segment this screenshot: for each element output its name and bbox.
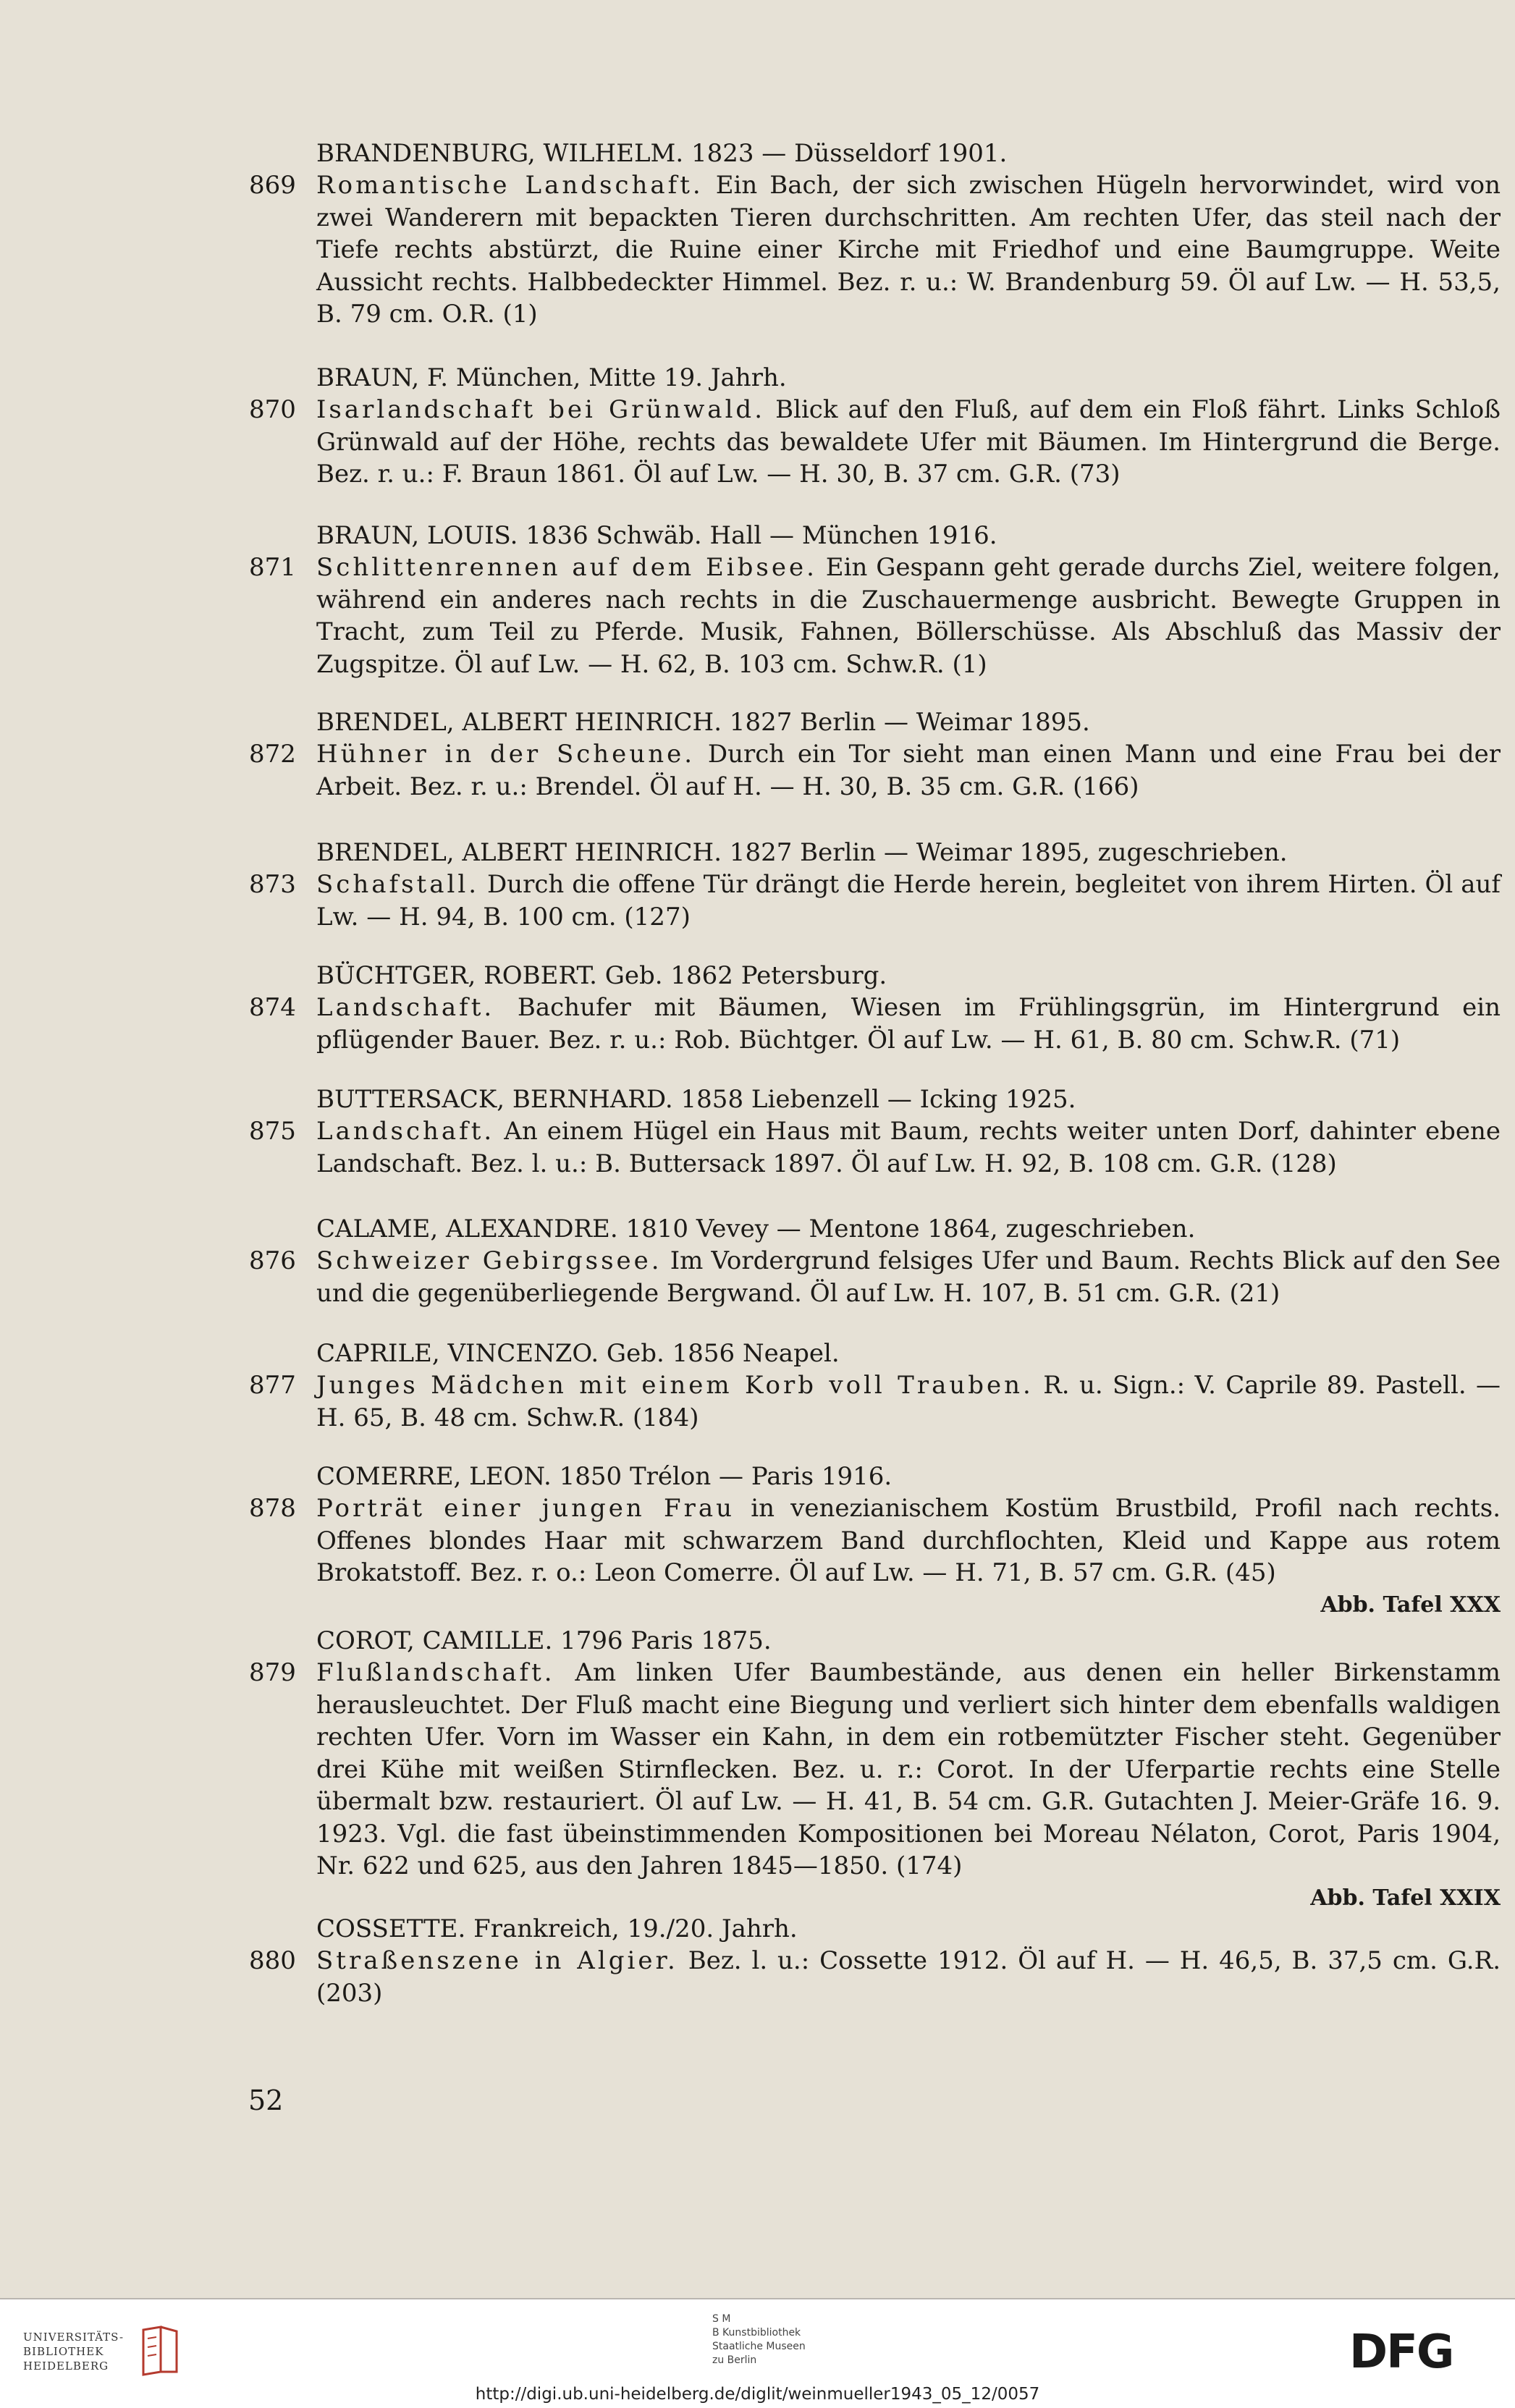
- entry-text: Ein Gespann geht gerade durchs Ziel, weitere folgen, während ein anderes nach rechts in die Zuschauermenge ausbricht. Bewegte Gruppen in Tracht, zum Teil zu Pferde. Musik, Fahnen, Böllerschüsse. Als Abschluß das Massiv der Zugspitze. Öl auf Lw. — H. 62, B. 103 cm. Schw.R. (1): [316, 553, 1501, 679]
- dfg-logo[interactable]: DFG: [1349, 2325, 1453, 2379]
- artist-heading: CALAME, ALEXANDRE. 1810 Vevey — Mentone 1864, zugeschrieben.: [316, 1214, 1196, 1243]
- entry-description: [316, 738, 1501, 803]
- stamp-line: Staatliche Museen: [712, 2341, 806, 2352]
- entry-text: Durch ein Tor sieht man einen Mann und eine Frau bei der Arbeit. Bez. r. u.: Brendel. Öl auf H. — H. 30, B. 35 cm. G.R. (166): [316, 740, 1501, 801]
- artwork-title: Straßenszene in Algier.: [316, 1946, 678, 1975]
- lot-number: 877: [249, 1371, 296, 1400]
- library-name-line: HEIDELBERG: [23, 2360, 109, 2373]
- stamp-line: zu Berlin: [712, 2354, 757, 2366]
- artwork-title: Junges Mädchen mit einem Korb voll Trauben.: [316, 1371, 1034, 1400]
- museum-stamp: [712, 2312, 872, 2367]
- artwork-title: Schweizer Gebirgssee.: [316, 1246, 662, 1275]
- entry-description: [316, 394, 1501, 491]
- plate-reference: Abb. Tafel XXX: [1320, 1592, 1501, 1618]
- lot-number: 869: [249, 171, 296, 200]
- artwork-title: Flußlandschaft.: [316, 1658, 555, 1687]
- source-url[interactable]: http://digi.ub.uni-heidelberg.de/diglit/weinmueller1943_05_12/0057: [475, 2385, 1040, 2404]
- heidelberg-library-logo[interactable]: [23, 2330, 132, 2373]
- lot-number: 870: [249, 395, 296, 424]
- artist-heading: BUTTERSACK, BERNHARD. 1858 Liebenzell — Icking 1925.: [316, 1085, 1076, 1114]
- entry-description: [316, 1369, 1501, 1434]
- artist-heading: BRANDENBURG, WILHELM. 1823 — Düsseldorf 1901.: [316, 139, 1008, 168]
- plate-reference: Abb. Tafel XXIX: [1310, 1885, 1501, 1911]
- page-number: 52: [248, 2084, 284, 2116]
- lot-number: 871: [249, 553, 296, 582]
- entry-text: R. u. Sign.: V. Caprile 89. Pastell. — H. 65, B. 48 cm. Schw.R. (184): [316, 1371, 1501, 1432]
- entry-description: [316, 1245, 1501, 1309]
- entry-description: [316, 169, 1501, 331]
- artwork-title: Schlittenrennen auf dem Eibsee.: [316, 553, 817, 582]
- artwork-title: Porträt einer jungen Frau: [316, 1494, 735, 1523]
- entry-description: [316, 992, 1501, 1056]
- artwork-title: Romantische Landschaft.: [316, 171, 704, 200]
- digitization-footer: [0, 2298, 1515, 2408]
- entry-text: Im Vordergrund felsiges Ufer und Baum. Rechts Blick auf den See und die gegenüberliegende Bergwand. Öl auf Lw. H. 107, B. 51 cm. G.R. (21): [316, 1246, 1501, 1308]
- lot-number: 872: [249, 740, 296, 769]
- lot-number: 873: [249, 870, 296, 899]
- artwork-title: Schafstall.: [316, 870, 480, 899]
- artwork-title: Hühner in der Scheune.: [316, 740, 696, 769]
- entry-description: [316, 1945, 1501, 2009]
- lot-number: 879: [249, 1658, 296, 1687]
- artwork-title: Landschaft.: [316, 1117, 495, 1146]
- entry-text: in venezianischem Kostüm Brustbild, Profil nach rechts. Offenes blondes Haar mit schwarzem Band durchflochten, Kleid und Kappe aus rotem Brokatstoff. Bez. r. o.: Leon Comerre. Öl auf Lw. — H. 71, B. 57 cm. G.R. (45): [316, 1494, 1501, 1587]
- library-emblem-icon: [139, 2324, 181, 2378]
- artist-heading: BRAUN, LOUIS. 1836 Schwäb. Hall — München 1916.: [316, 521, 997, 550]
- entry-text: Bez. l. u.: Cossette 1912. Öl auf H. — H. 46,5, B. 37,5 cm. G.R. (203): [316, 1946, 1501, 2008]
- entry-description: [316, 552, 1501, 680]
- library-name-line: BIBLIOTHEK: [23, 2345, 104, 2358]
- entry-text: Durch die offene Tür drängt die Herde herein, begleitet von ihrem Hirten. Öl auf Lw. — H. 94, B. 100 cm. (127): [316, 870, 1501, 931]
- entry-text: Blick auf den Fluß, auf dem ein Floß fährt. Links Schloß Grünwald auf der Höhe, rechts das bewaldete Ufer mit Bäumen. Im Hintergrund die Berge. Bez. r. u.: F. Braun 1861. Öl auf Lw. — H. 30, B. 37 cm. G.R. (73): [316, 395, 1501, 489]
- artist-heading: COSSETTE. Frankreich, 19./20. Jahrh.: [316, 1914, 798, 1943]
- artwork-title: Isarlandschaft bei Grünwald.: [316, 395, 766, 424]
- library-name-line: UNIVERSITÄTS-: [23, 2331, 125, 2344]
- lot-number: 880: [249, 1946, 296, 1975]
- artist-heading: BRENDEL, ALBERT HEINRICH. 1827 Berlin — Weimar 1895.: [316, 708, 1090, 737]
- artist-heading: CAPRILE, VINCENZO. Geb. 1856 Neapel.: [316, 1339, 840, 1368]
- lot-number: 876: [249, 1246, 296, 1275]
- entry-text: Am linken Ufer Baumbestände, aus denen ein heller Birkenstamm herausleuchtet. Der Fluß macht eine Biegung und verliert sich hinter dem ebenfalls waldigen rechten Ufer. Vorn im Wasser ein Kahn, in dem ein rotbemützter Fischer steht. Gegenüber drei Kühe mit weißen Stirnflecken. Bez. u. r.: Corot. In der Uferpartie rechts eine Stelle übermalt bzw. restauriert. Öl auf Lw. — H. 41, B. 54 cm. G.R. Gutachten J. Meier-Gräfe 16. 9. 1923. Vgl. die fast übeinstimmenden Kompositionen bei Moreau Nélaton, Corot, Paris 1904, Nr. 622 und 625, aus den Jahren 1845—1850. (174): [316, 1658, 1501, 1880]
- entry-text: An einem Hügel ein Haus mit Baum, rechts weiter unten Dorf, dahinter ebene Landschaft. Bez. l. u.: B. Buttersack 1897. Öl auf Lw. H. 92, B. 108 cm. G.R. (128): [316, 1117, 1501, 1178]
- artist-heading: COROT, CAMILLE. 1796 Paris 1875.: [316, 1626, 772, 1655]
- entry-text: Ein Bach, der sich zwischen Hügeln hervorwindet, wird von zwei Wanderern mit bepackten Tieren durchschritten. Am rechten Ufer, das steil nach der Tiefe rechts abstürzt, die Ruine einer Kirche mit Friedhof und eine Baumgruppe. Weite Aussicht rechts. Halbbedeckter Himmel. Bez. r. u.: W. Brandenburg 59. Öl auf Lw. — H. 53,5, B. 79 cm. O.R. (1): [316, 171, 1501, 329]
- artist-heading: BÜCHTGER, ROBERT. Geb. 1862 Petersburg.: [316, 961, 887, 990]
- entry-description: [316, 1657, 1501, 1914]
- entry-description: [316, 1492, 1501, 1621]
- artwork-title: Landschaft.: [316, 993, 495, 1022]
- lot-number: 875: [249, 1117, 296, 1146]
- entry-text: Bachufer mit Bäumen, Wiesen im Frühlingsgrün, im Hintergrund ein pflügender Bauer. Bez. r. u.: Rob. Büchtger. Öl auf Lw. — H. 61, B. 80 cm. Schw.R. (71): [316, 993, 1501, 1055]
- artist-heading: COMERRE, LEON. 1850 Trélon — Paris 1916.: [316, 1462, 892, 1491]
- artist-heading: BRAUN, F. München, Mitte 19. Jahrh.: [316, 363, 787, 392]
- artist-heading: BRENDEL, ALBERT HEINRICH. 1827 Berlin — Weimar 1895, zugeschrieben.: [316, 838, 1288, 867]
- lot-number: 874: [249, 993, 296, 1022]
- lot-number: 878: [249, 1494, 296, 1523]
- entry-description: [316, 1115, 1501, 1180]
- stamp-line: B Kunstbibliothek: [712, 2327, 801, 2339]
- stamp-line: S M: [712, 2313, 731, 2325]
- entry-description: [316, 869, 1501, 933]
